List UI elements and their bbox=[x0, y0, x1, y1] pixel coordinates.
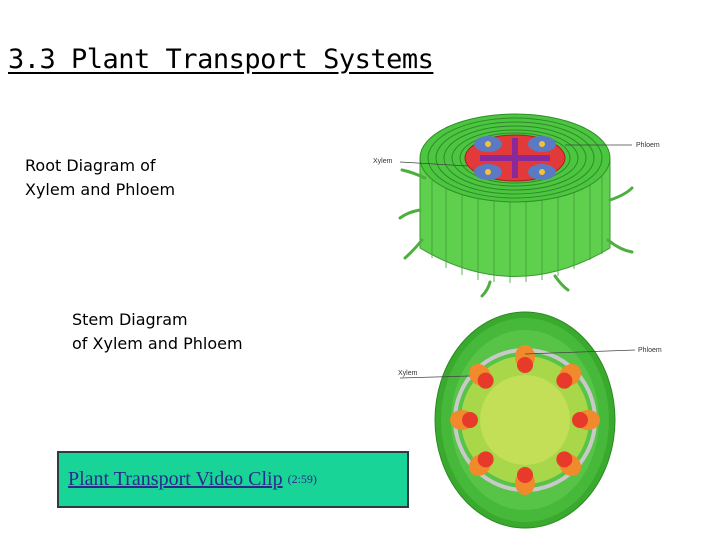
root-xylem-label: Xylem bbox=[373, 158, 393, 165]
video-clip-box[interactable] bbox=[57, 451, 409, 508]
video-clip-link[interactable]: Plant Transport Video Clip bbox=[68, 468, 283, 490]
stem-phloem-label: Phloem bbox=[638, 347, 662, 354]
stem-diagram bbox=[380, 310, 680, 540]
slide-title: 3.3 Plant Transport Systems bbox=[8, 44, 434, 75]
root-diagram-caption bbox=[25, 154, 175, 202]
video-duration: (2:59) bbox=[287, 472, 317, 486]
root-caption-line-2: Xylem and Phloem bbox=[25, 180, 176, 199]
stem-diagram-caption bbox=[72, 308, 243, 356]
stem-xylem-label: Xylem bbox=[398, 370, 418, 377]
root-phloem-label: Phloem bbox=[636, 142, 660, 149]
stem-caption-line-1: Stem Diagram bbox=[72, 310, 188, 329]
root-diagram bbox=[370, 100, 670, 300]
stem-caption-line-2: of Xylem and Phloem bbox=[72, 334, 243, 353]
root-caption-line-1: Root Diagram of bbox=[25, 156, 156, 175]
